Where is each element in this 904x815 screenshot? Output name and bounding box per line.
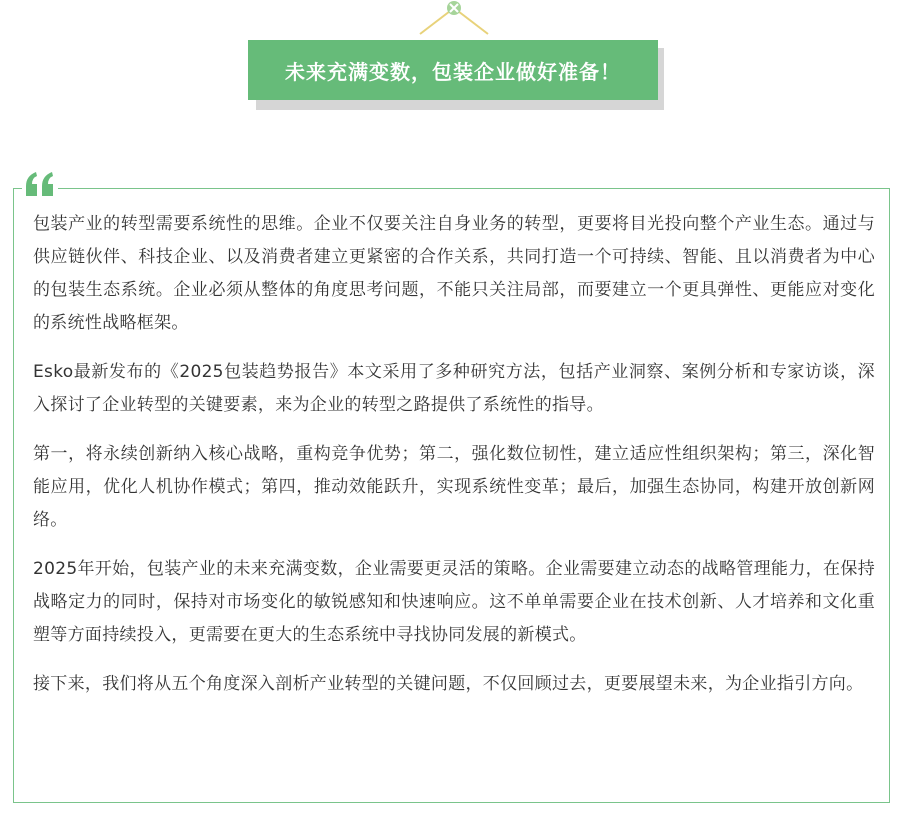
quote-mark-icon xyxy=(22,168,58,200)
paragraph-2: Esko最新发布的《2025包装趋势报告》本文采用了多种研究方法，包括产业洞察、案例分析和专家访谈，深入探讨了企业转型的关键要素，来为企业的转型之路提供了系统性的指导。 xyxy=(33,362,875,415)
paragraph-5: 接下来，我们将从五个角度深入剖析产业转型的关键问题，不仅回顾过去，更要展望未来，为企业指引方向。 xyxy=(33,674,864,694)
section-banner xyxy=(248,40,658,100)
banner-title: 未来充满变数，包装企业做好准备！ xyxy=(285,59,621,84)
paragraph-1: 包装产业的转型需要系统性的思维。企业不仅要关注自身业务的转型，更要将目光投向整个产业生态。通过与供应链伙伴、科技企业、以及消费者建立更紧密的合作关系，共同打造一个可持续、智能、且以消费者为中心的包装生态系统。企业必须从整体的角度思考问题，不能只关注局部，而要建立一个更具弹性、更能应对变化的系统性战略框架。 xyxy=(33,214,875,333)
banner-hanger xyxy=(0,0,904,40)
paragraph-4: 2025年开始，包装产业的未来充满变数，企业需要更灵活的策略。企业需要建立动态的战略管理能力，在保持战略定力的同时，保持对市场变化的敏锐感知和快速响应。这不单单需要企业在技术创新、人才培养和文化重塑等方面持续投入，更需要在更大的生态系统中寻找协同发展的新模式。 xyxy=(33,559,875,645)
paragraph-3: 第一，将永续创新纳入核心战略，重构竞争优势；第二，强化数位韧性，建立适应性组织架构；第三，深化智能应用，优化人机协作模式；第四，推动效能跃升，实现系统性变革；最后，加强生态协同，构建开放创新网络。 xyxy=(33,444,875,530)
article-body xyxy=(33,208,875,717)
